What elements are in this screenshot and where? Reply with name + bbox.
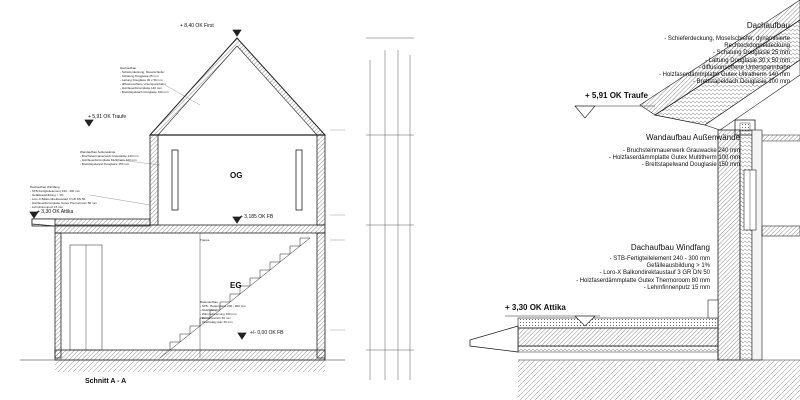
detail-roof-items xyxy=(659,36,790,86)
floor-item: - Abdichtung xyxy=(200,308,217,312)
left-wall-eg xyxy=(55,233,61,358)
detail-windfang-items xyxy=(576,256,710,292)
left-wall-item: - Holzfaserdämmplatte Multitherm 100 mm xyxy=(80,158,137,162)
left-roof-item: - diffusionsoffene Unterspannbahn xyxy=(120,82,166,86)
ground xyxy=(55,360,325,372)
left-roof-title: Dachaufbau xyxy=(120,66,137,70)
level-marker-eg xyxy=(238,333,246,339)
left-windfang-title: Dachaufbau Windfang xyxy=(30,185,60,189)
detail-level-attika: + 3,30 OK Attika xyxy=(505,303,566,312)
level-eg-floor: +/- 0,00 OK FB xyxy=(250,330,284,336)
left-roof-item: - Schieferdeckung, Moselschiefer xyxy=(120,70,165,74)
detail-roof-item: Rechteckdoppeldeckung xyxy=(724,43,790,50)
level-first: + 8,40 OK First xyxy=(180,23,214,29)
left-windfang-item: - Holzfaserdämmplatte Gutex Thermoroom 80 mm xyxy=(30,201,97,205)
room-eg: EG xyxy=(230,281,242,290)
right-wall-eg xyxy=(317,233,325,358)
left-wall-title: Wandaufbau Außenwände xyxy=(80,150,116,154)
detail-windfang-item: - Lehmfinnenputz 15 mm xyxy=(643,284,710,291)
detail-marker-traufe xyxy=(575,106,595,118)
floor-item: - Wärmedämmung 100 mm xyxy=(200,312,237,316)
left-windfang-item: - Gefälleausbildung > 1% xyxy=(30,193,64,197)
floor-item: - STB - Bodenplatte 200 - 300 mm xyxy=(200,304,246,308)
detail-roof-title: Dachaufbau xyxy=(746,21,790,30)
left-roof-item: - Lattung Douglasie 30 x 50 mm xyxy=(120,78,163,82)
floor-notes xyxy=(200,300,246,324)
floor-item: - Zementestrich 60 mm xyxy=(200,316,231,320)
section-title: Schnitt A - A xyxy=(85,378,127,385)
left-windfang-notes xyxy=(30,185,97,209)
detail-roof-item: - Lattung Douglasie 30 x 50 mm xyxy=(704,57,790,64)
detail-level-traufe: + 5,91 OK Traufe xyxy=(585,91,648,100)
detail-windfang-item: Gefälleausbildung > 1% xyxy=(646,263,710,270)
detail-windfang-item: - Holzfaserdämmplatte Gutex Thermoroom 80 mm xyxy=(576,277,710,284)
stair-notes xyxy=(200,238,209,242)
left-roof-notes xyxy=(120,66,169,94)
left-wall-og xyxy=(150,135,158,225)
left-windfang-item: - STB-Fertigteilelement 240 - 300 mm xyxy=(30,189,81,193)
left-wall-item: - Brettstapelwand Douglasie 150 mm xyxy=(80,162,130,166)
left-wall-item: - Bruchsteinmauerwerk Grauwacke 240 mm xyxy=(80,154,139,158)
stair-title: Treppe xyxy=(200,238,210,242)
right-wall-og xyxy=(317,135,325,225)
detail-roof-item: - diffusionsoffene Unterspannbahn xyxy=(698,64,790,71)
left-wall-notes xyxy=(80,150,139,166)
room-og: OG xyxy=(230,171,243,180)
detail-roof-item: - Schieferdeckung, Moselschiefer, dynamisierte xyxy=(664,36,790,42)
level-attika-left: + 3,30 OK Attika xyxy=(37,209,74,215)
left-windfang-item: - Lehmfinnenputz 15 mm xyxy=(30,205,64,209)
detail-roof-item: - Holzfaserdämmplatte Gutex Ultratherm 140 mm xyxy=(658,72,790,79)
detail-windfang-item: - Loro-X Balkondirektaustauf 3 GR DN 50 xyxy=(599,270,710,277)
level-traufe-left: + 5,91 OK Traufe xyxy=(88,114,127,120)
detail-windfang-item: - STB-Fertigteilelement 240 - 300 mm xyxy=(609,256,710,262)
detail-wall-item: - Holzfaserdämmplatte Gutex Multitherm 100 mm xyxy=(608,155,740,162)
detail-wall-title: Wandaufbau Außenwände xyxy=(646,133,740,142)
left-roof-item: - Schalung Douglasie 25 mm xyxy=(120,74,159,78)
detail-wall-item: - Bruchsteinmauerwerk Grauwacke 240 mm xyxy=(622,148,740,154)
floor-title: Bodenaufbau xyxy=(200,300,218,304)
floor-item: - Oberbelag Holz 15 mm xyxy=(200,320,233,324)
level-marker-traufe xyxy=(85,120,93,126)
detail-windfang-title: Dachaufbau Windfang xyxy=(630,243,710,252)
left-roof-item: - Brettstapeldach Douglasie 100 mm xyxy=(120,90,169,94)
staircase xyxy=(160,238,310,358)
left-windfang-item: - Loro-X Balkondirektaustauf 3 GR DN 50 xyxy=(30,197,86,201)
detail-wall-item: - Brettstapelwand Douglasie 150 mm xyxy=(641,162,740,169)
detail-roof-item: - Brettstapeldach Douglasie 100 mm xyxy=(692,79,790,86)
detail-roof-item: - Schalung Douglasie 25 mm xyxy=(712,50,790,57)
detail-wall-items xyxy=(609,148,740,170)
dimension-lines xyxy=(366,38,414,380)
level-marker-first xyxy=(233,30,241,36)
left-roof-item: - Holzfaserdämmplatte 140 mm xyxy=(120,86,162,90)
ground-slab xyxy=(55,350,325,360)
level-og-floor: + 3,185 OK FB xyxy=(240,214,274,220)
